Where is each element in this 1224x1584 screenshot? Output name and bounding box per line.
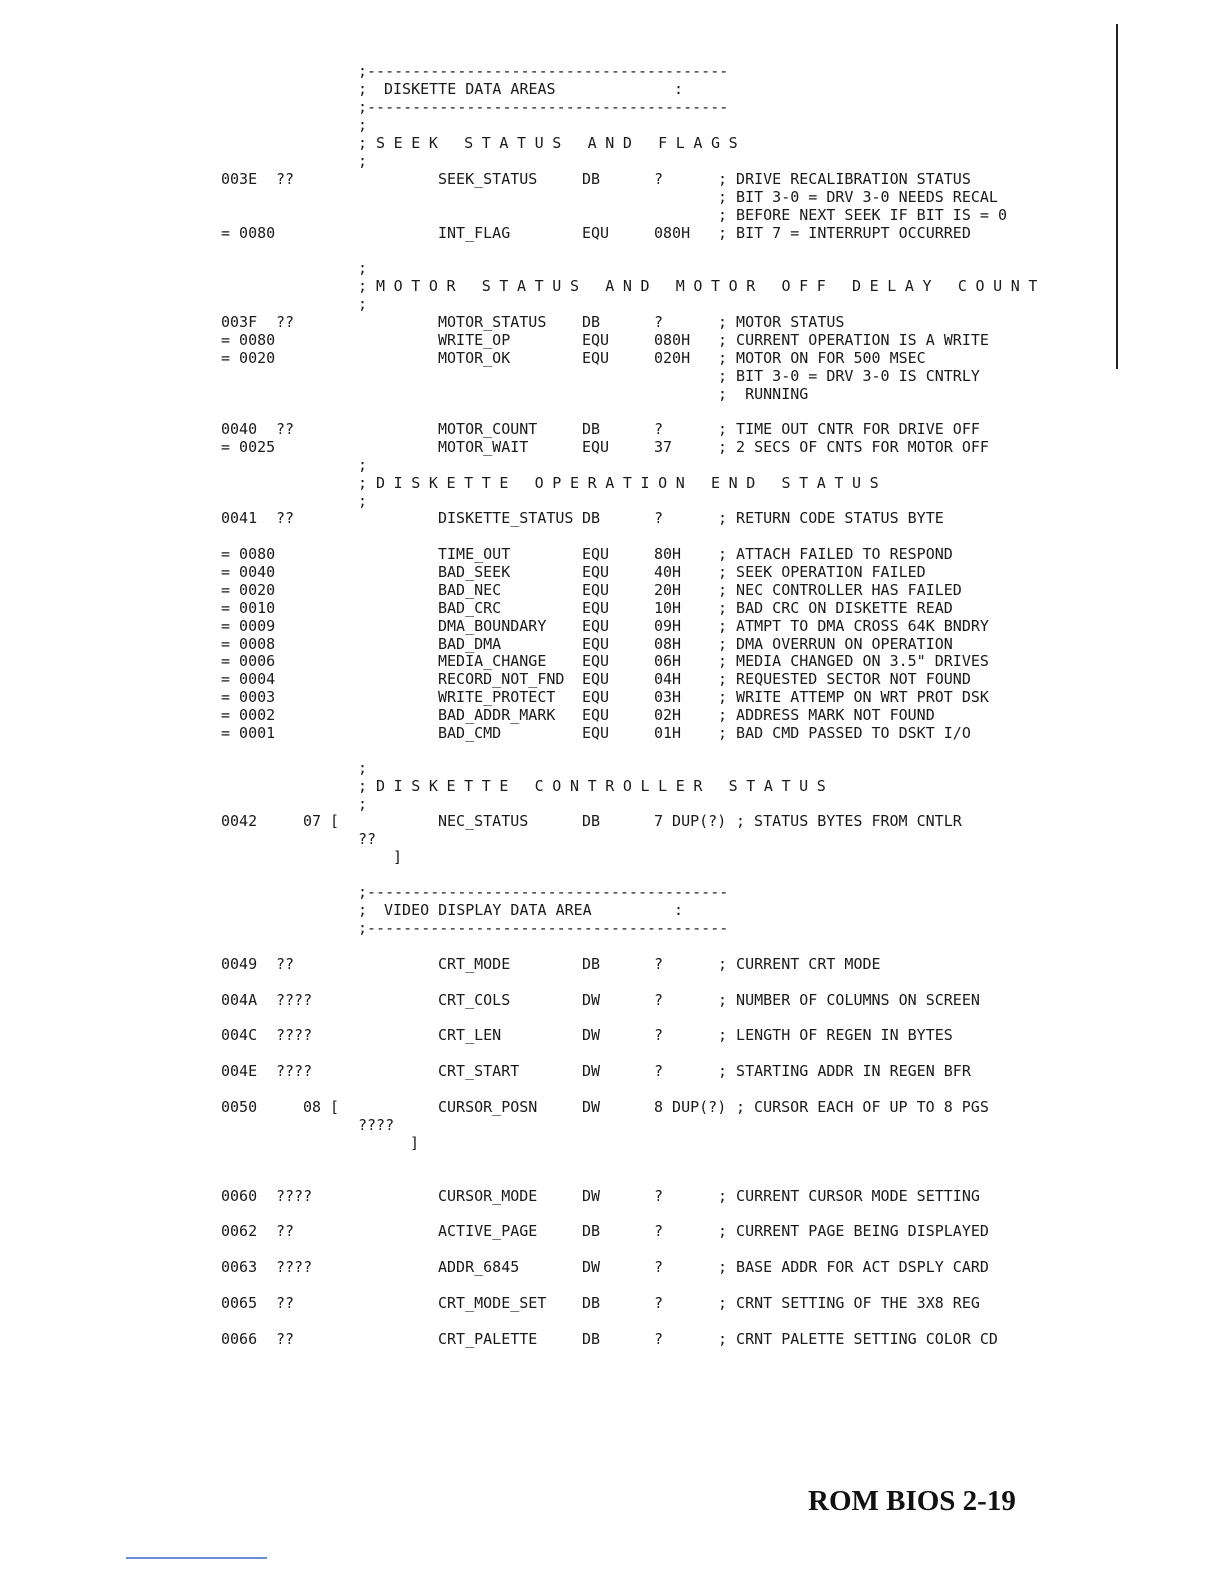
label: CRT_MODE	[438, 955, 511, 973]
object-code: 08	[303, 1098, 322, 1116]
object-code: 07	[303, 812, 322, 830]
comment: ; CRNT SETTING OF THE 3X8 REG	[718, 1294, 980, 1312]
comment: ; ATTACH FAILED TO RESPOND	[718, 545, 953, 563]
label: DISKETTE_STATUS	[438, 509, 574, 527]
section-title-video-display: VIDEO DISPLAY DATA AREA	[384, 901, 592, 919]
comment: ; DMA OVERRUN ON OPERATION	[718, 635, 953, 653]
label: MOTOR_WAIT	[438, 438, 529, 456]
label: WRITE_PROTECT	[438, 688, 556, 706]
object-code: ????	[276, 1062, 313, 1080]
opcode: EQU	[582, 224, 610, 242]
operand: 40H	[654, 563, 682, 581]
object-code: ????	[276, 1026, 313, 1044]
bracket-open: [	[330, 812, 340, 830]
divider-line: ;----------------------------------------	[358, 919, 729, 937]
page-footer: ROM BIOS 2-19	[808, 1485, 1016, 1517]
address: 0062	[221, 1222, 258, 1240]
comment: ; RETURN CODE STATUS BYTE	[718, 509, 944, 527]
address: 0066	[221, 1330, 258, 1348]
label: CRT_START	[438, 1062, 520, 1080]
object-code: ????	[276, 1258, 313, 1276]
object-code: ??	[276, 1294, 295, 1312]
semicolon: ;	[358, 474, 368, 492]
opcode: DB	[582, 812, 601, 830]
divider-line: ;----------------------------------------	[358, 98, 729, 116]
comment: ; DRIVE RECALIBRATION STATUS	[718, 170, 971, 188]
operand: 02H	[654, 706, 682, 724]
operand: 37	[654, 438, 673, 456]
operand: ?	[654, 991, 664, 1009]
dup-initializer: ????	[358, 1116, 395, 1134]
semicolon: ;	[358, 492, 368, 510]
comment: ; BAD CMD PASSED TO DSKT I/O	[718, 724, 971, 742]
section-heading-diskette-controller: DISKETTE CONTROLLER STATUS	[376, 777, 835, 795]
address: = 0020	[221, 349, 276, 367]
semicolon: ;	[358, 152, 368, 170]
operand: 7 DUP(?)	[654, 812, 727, 830]
address: = 0006	[221, 652, 276, 670]
opcode: DB	[582, 1222, 601, 1240]
bracket-close: ]	[410, 1134, 420, 1152]
label: BAD_DMA	[438, 635, 502, 653]
comment: ; SEEK OPERATION FAILED	[718, 563, 926, 581]
opcode: EQU	[582, 599, 610, 617]
object-code: ????	[276, 991, 313, 1009]
opcode: DW	[582, 1062, 601, 1080]
address: 0050	[221, 1098, 258, 1116]
comment: ; MOTOR ON FOR 500 MSEC	[718, 349, 926, 367]
object-code: ??	[276, 1222, 295, 1240]
operand: ?	[654, 170, 664, 188]
semicolon: ;	[358, 259, 368, 277]
label: CRT_MODE_SET	[438, 1294, 547, 1312]
object-code: ??	[276, 509, 295, 527]
comment: ; REQUESTED SECTOR NOT FOUND	[718, 670, 971, 688]
comment: ; BAD CRC ON DISKETTE READ	[718, 599, 953, 617]
operand: ?	[654, 1294, 664, 1312]
label: INT_FLAG	[438, 224, 511, 242]
operand: ?	[654, 420, 664, 438]
operand: ?	[654, 1187, 664, 1205]
label: MOTOR_STATUS	[438, 313, 547, 331]
address: = 0004	[221, 670, 276, 688]
opcode: DB	[582, 955, 601, 973]
opcode: EQU	[582, 724, 610, 742]
semicolon: ;	[358, 759, 368, 777]
label: ACTIVE_PAGE	[438, 1222, 538, 1240]
label: BAD_ADDR_MARK	[438, 706, 556, 724]
address: = 0080	[221, 331, 276, 349]
section-heading-motor-status: MOTOR STATUS AND MOTOR OFF DELAY COUNT	[376, 277, 1046, 295]
opcode: DB	[582, 420, 601, 438]
address: = 0080	[221, 545, 276, 563]
label: BAD_SEEK	[438, 563, 511, 581]
operand: ?	[654, 509, 664, 527]
opcode: EQU	[582, 438, 610, 456]
opcode: DW	[582, 1026, 601, 1044]
address: = 0008	[221, 635, 276, 653]
comment: ; CURSOR EACH OF UP TO 8 PGS	[736, 1098, 989, 1116]
semicolon: ;	[358, 901, 368, 919]
label: CRT_PALETTE	[438, 1330, 538, 1348]
dup-initializer: ??	[358, 830, 377, 848]
opcode: DB	[582, 1330, 601, 1348]
colon: :	[674, 901, 684, 919]
semicolon: ;	[358, 795, 368, 813]
bracket-open: [	[330, 1098, 340, 1116]
address: 0041	[221, 509, 258, 527]
comment: ; BIT 7 = INTERRUPT OCCURRED	[718, 224, 971, 242]
operand: 06H	[654, 652, 682, 670]
address: 003E	[221, 170, 258, 188]
comment: ; NUMBER OF COLUMNS ON SCREEN	[718, 991, 980, 1009]
comment: ; BIT 3-0 = DRV 3-0 IS CNTRLY	[718, 367, 980, 385]
operand: 01H	[654, 724, 682, 742]
label: CURSOR_POSN	[438, 1098, 538, 1116]
label: MOTOR_COUNT	[438, 420, 538, 438]
semicolon: ;	[358, 80, 368, 98]
label: BAD_NEC	[438, 581, 502, 599]
address: 0042	[221, 812, 258, 830]
opcode: EQU	[582, 581, 610, 599]
semicolon: ;	[358, 134, 368, 152]
bracket-close: ]	[393, 848, 403, 866]
semicolon: ;	[358, 295, 368, 313]
section-heading-diskette-op-end: DISKETTE OPERATION END STATUS	[376, 474, 888, 492]
divider-line: ;----------------------------------------	[358, 883, 729, 901]
operand: ?	[654, 1258, 664, 1276]
label: TIME_OUT	[438, 545, 511, 563]
opcode: EQU	[582, 688, 610, 706]
operand: 03H	[654, 688, 682, 706]
address: = 0020	[221, 581, 276, 599]
address: = 0010	[221, 599, 276, 617]
object-code: ??	[276, 313, 295, 331]
opcode: DB	[582, 313, 601, 331]
label: ADDR_6845	[438, 1258, 520, 1276]
comment: ; MOTOR STATUS	[718, 313, 845, 331]
opcode: EQU	[582, 670, 610, 688]
address: = 0040	[221, 563, 276, 581]
address: 0063	[221, 1258, 258, 1276]
label: DMA_BOUNDARY	[438, 617, 547, 635]
address: = 0001	[221, 724, 276, 742]
right-margin-rule	[1116, 24, 1118, 369]
opcode: EQU	[582, 635, 610, 653]
comment: ; CURRENT CRT MODE	[718, 955, 881, 973]
section-title-diskette-data-areas: DISKETTE DATA AREAS	[384, 80, 556, 98]
comment: ; BEFORE NEXT SEEK IF BIT IS = 0	[718, 206, 1007, 224]
opcode: EQU	[582, 706, 610, 724]
opcode: DW	[582, 1187, 601, 1205]
address: 004E	[221, 1062, 258, 1080]
opcode: EQU	[582, 617, 610, 635]
object-code: ??	[276, 955, 295, 973]
comment: ; CURRENT OPERATION IS A WRITE	[718, 331, 989, 349]
comment: ; CRNT PALETTE SETTING COLOR CD	[718, 1330, 998, 1348]
opcode: EQU	[582, 331, 610, 349]
operand: 020H	[654, 349, 691, 367]
label: MEDIA_CHANGE	[438, 652, 547, 670]
opcode: EQU	[582, 545, 610, 563]
label: CRT_LEN	[438, 1026, 502, 1044]
comment: ; CURRENT CURSOR MODE SETTING	[718, 1187, 980, 1205]
comment: ; CURRENT PAGE BEING DISPLAYED	[718, 1222, 989, 1240]
bottom-rule	[126, 1557, 267, 1559]
address: 004C	[221, 1026, 258, 1044]
divider-line: ;----------------------------------------	[358, 62, 729, 80]
operand: ?	[654, 1222, 664, 1240]
address: 0049	[221, 955, 258, 973]
opcode: DW	[582, 1258, 601, 1276]
label: CURSOR_MODE	[438, 1187, 538, 1205]
operand: 04H	[654, 670, 682, 688]
address: 0060	[221, 1187, 258, 1205]
opcode: DW	[582, 991, 601, 1009]
operand: 080H	[654, 331, 691, 349]
object-code: ??	[276, 420, 295, 438]
operand: 20H	[654, 581, 682, 599]
label: BAD_CMD	[438, 724, 502, 742]
label: CRT_COLS	[438, 991, 511, 1009]
comment: ; NEC CONTROLLER HAS FAILED	[718, 581, 962, 599]
address: 0065	[221, 1294, 258, 1312]
comment: ; WRITE ATTEMP ON WRT PROT DSK	[718, 688, 989, 706]
operand: ?	[654, 313, 664, 331]
opcode: DB	[582, 170, 601, 188]
comment: ; MEDIA CHANGED ON 3.5" DRIVES	[718, 652, 989, 670]
address: = 0080	[221, 224, 276, 242]
comment: ; BIT 3-0 = DRV 3-0 NEEDS RECAL	[718, 188, 998, 206]
label: SEEK_STATUS	[438, 170, 538, 188]
operand: 8 DUP(?)	[654, 1098, 727, 1116]
comment: ; BASE ADDR FOR ACT DSPLY CARD	[718, 1258, 989, 1276]
label: RECORD_NOT_FND	[438, 670, 565, 688]
comment: ; STATUS BYTES FROM CNTLR	[736, 812, 962, 830]
operand: ?	[654, 1026, 664, 1044]
label: WRITE_OP	[438, 331, 511, 349]
comment: ; STARTING ADDR IN REGEN BFR	[718, 1062, 971, 1080]
label: MOTOR_OK	[438, 349, 511, 367]
comment: ; TIME OUT CNTR FOR DRIVE OFF	[718, 420, 980, 438]
address: 003F	[221, 313, 258, 331]
operand: 09H	[654, 617, 682, 635]
operand: 08H	[654, 635, 682, 653]
address: = 0009	[221, 617, 276, 635]
comment: ; LENGTH OF REGEN IN BYTES	[718, 1026, 953, 1044]
object-code: ??	[276, 1330, 295, 1348]
operand: ?	[654, 955, 664, 973]
opcode: DB	[582, 1294, 601, 1312]
colon: :	[674, 80, 684, 98]
label: NEC_STATUS	[438, 812, 529, 830]
address: = 0025	[221, 438, 276, 456]
object-code: ??	[276, 170, 295, 188]
operand: 80H	[654, 545, 682, 563]
object-code: ????	[276, 1187, 313, 1205]
label: BAD_CRC	[438, 599, 502, 617]
opcode: EQU	[582, 652, 610, 670]
opcode: EQU	[582, 563, 610, 581]
comment: ; 2 SECS OF CNTS FOR MOTOR OFF	[718, 438, 989, 456]
section-heading-seek-status: SEEK STATUS AND FLAGS	[376, 134, 747, 152]
operand: 080H	[654, 224, 691, 242]
address: = 0003	[221, 688, 276, 706]
opcode: DB	[582, 509, 601, 527]
operand: 10H	[654, 599, 682, 617]
semicolon: ;	[358, 777, 368, 795]
operand: ?	[654, 1330, 664, 1348]
semicolon: ;	[358, 277, 368, 295]
semicolon: ;	[358, 116, 368, 134]
address: 004A	[221, 991, 258, 1009]
semicolon: ;	[358, 456, 368, 474]
comment: ; ADDRESS MARK NOT FOUND	[718, 706, 935, 724]
opcode: DW	[582, 1098, 601, 1116]
comment: ; RUNNING	[718, 385, 809, 403]
opcode: EQU	[582, 349, 610, 367]
address: 0040	[221, 420, 258, 438]
address: = 0002	[221, 706, 276, 724]
comment: ; ATMPT TO DMA CROSS 64K BNDRY	[718, 617, 989, 635]
operand: ?	[654, 1062, 664, 1080]
